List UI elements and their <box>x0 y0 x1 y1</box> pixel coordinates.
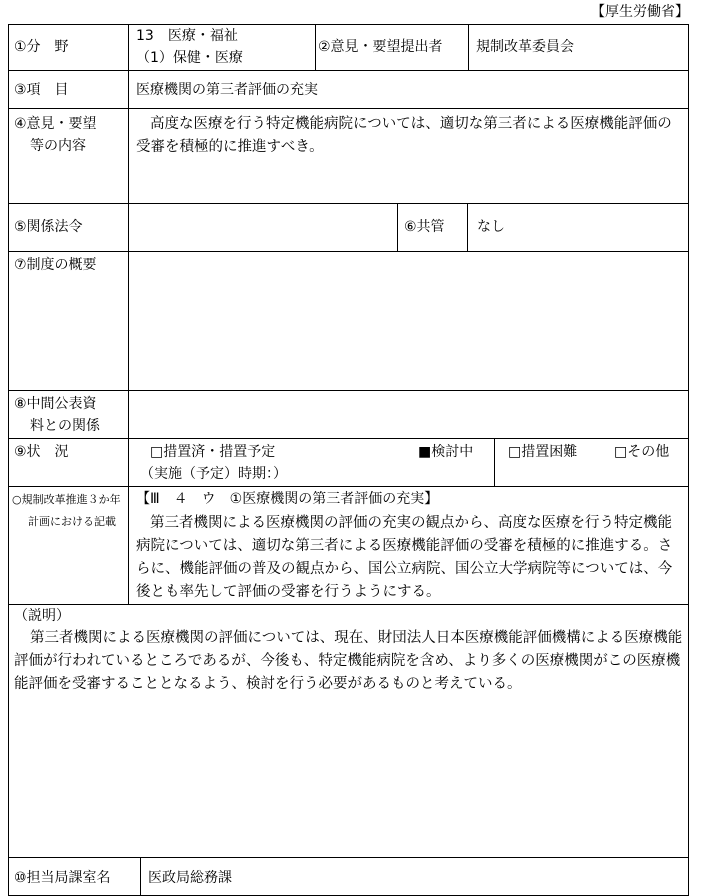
request-label-line2: 等の内容 <box>30 138 86 154</box>
status-option-difficult: □措置困難 <box>508 444 578 460</box>
field-label: ①分 野 <box>14 39 69 55</box>
plan-heading: 【Ⅲ ４ ウ ①医療機関の第三者評価の充実】 <box>136 491 439 507</box>
frame-left <box>8 24 9 896</box>
cell-divider <box>397 203 398 251</box>
row-divider <box>8 203 688 204</box>
row-divider <box>8 486 688 487</box>
frame-top <box>8 24 688 25</box>
status-option-reviewing: ■検討中 <box>418 444 474 460</box>
joint-value: なし <box>477 219 505 235</box>
laws-label: ⑤関係法令 <box>14 219 83 235</box>
explanation-text: 第三者機関による医療機関の評価については、現在、財団法人日本医療機能評価機構による医療機能評価が行われているところであるが、今後も、特定機能病院を含め、より多くの医療機関がこの医療機能評価を受審することとなるよう、検討を行う必要があるものと考えている。 <box>14 630 683 692</box>
overview-label: ⑦制度の概要 <box>14 257 97 273</box>
cell-divider <box>140 857 141 895</box>
cell-divider <box>315 24 316 70</box>
field-line1: 13 医療・福祉 <box>136 28 238 44</box>
status-option-done: □措置済・措置予定 <box>150 444 276 460</box>
status-option-done-timing: （実施（予定）時期：） <box>140 466 287 482</box>
plan-text: 第三者機関による医療機関の評価の充実の観点から、高度な医療を行う特定機能病院については、適切な第三者による医療機能評価の受審を積極的に推進する。さらに、機能評価の普及の観点から、国公立病院、国公立大学病院等については、今後とも率先して評価の受審を行うようにする。 <box>136 515 673 600</box>
item-label: ③項 目 <box>14 82 69 98</box>
submitter-label: ②意見・要望提出者 <box>318 39 443 55</box>
row-divider <box>8 438 688 439</box>
interim-label-line2: 料との関係 <box>30 418 100 434</box>
label-column-divider <box>128 24 129 604</box>
item-value: 医療機関の第三者評価の充実 <box>136 82 318 98</box>
row-divider <box>8 390 688 391</box>
frame-right <box>688 24 689 896</box>
office-value: 医政局総務課 <box>148 870 232 886</box>
request-label-line1: ④意見・要望 <box>14 116 97 132</box>
interim-label-line1: ⑧中間公表資 <box>14 396 97 412</box>
row-divider <box>8 857 688 858</box>
row-divider <box>8 108 688 109</box>
explanation-label: （説明） <box>14 608 70 624</box>
row-divider <box>8 70 688 71</box>
cell-divider <box>467 203 468 251</box>
joint-label: ⑥共管 <box>404 219 445 235</box>
field-line2: （1）保健・医療 <box>136 50 243 66</box>
ministry-label: 【厚生労働省】 <box>591 4 689 20</box>
status-label: ⑨状 況 <box>14 444 69 460</box>
cell-divider <box>468 24 469 70</box>
office-label: ⑩担当局課室名 <box>14 870 111 886</box>
submitter-value: 規制改革委員会 <box>476 39 574 55</box>
cell-divider <box>494 438 495 486</box>
row-divider <box>8 604 688 605</box>
plan-label-line2: 計画における記載 <box>28 515 116 528</box>
request-text: 高度な医療を行う特定機能病院については、適切な第三者による医療機能評価の受審を積極的に推進すべき。 <box>136 116 672 155</box>
plan-label-line1: ○規制改革推進３か年 <box>12 493 121 506</box>
status-option-other: □その他 <box>614 444 670 460</box>
row-divider <box>8 251 688 252</box>
